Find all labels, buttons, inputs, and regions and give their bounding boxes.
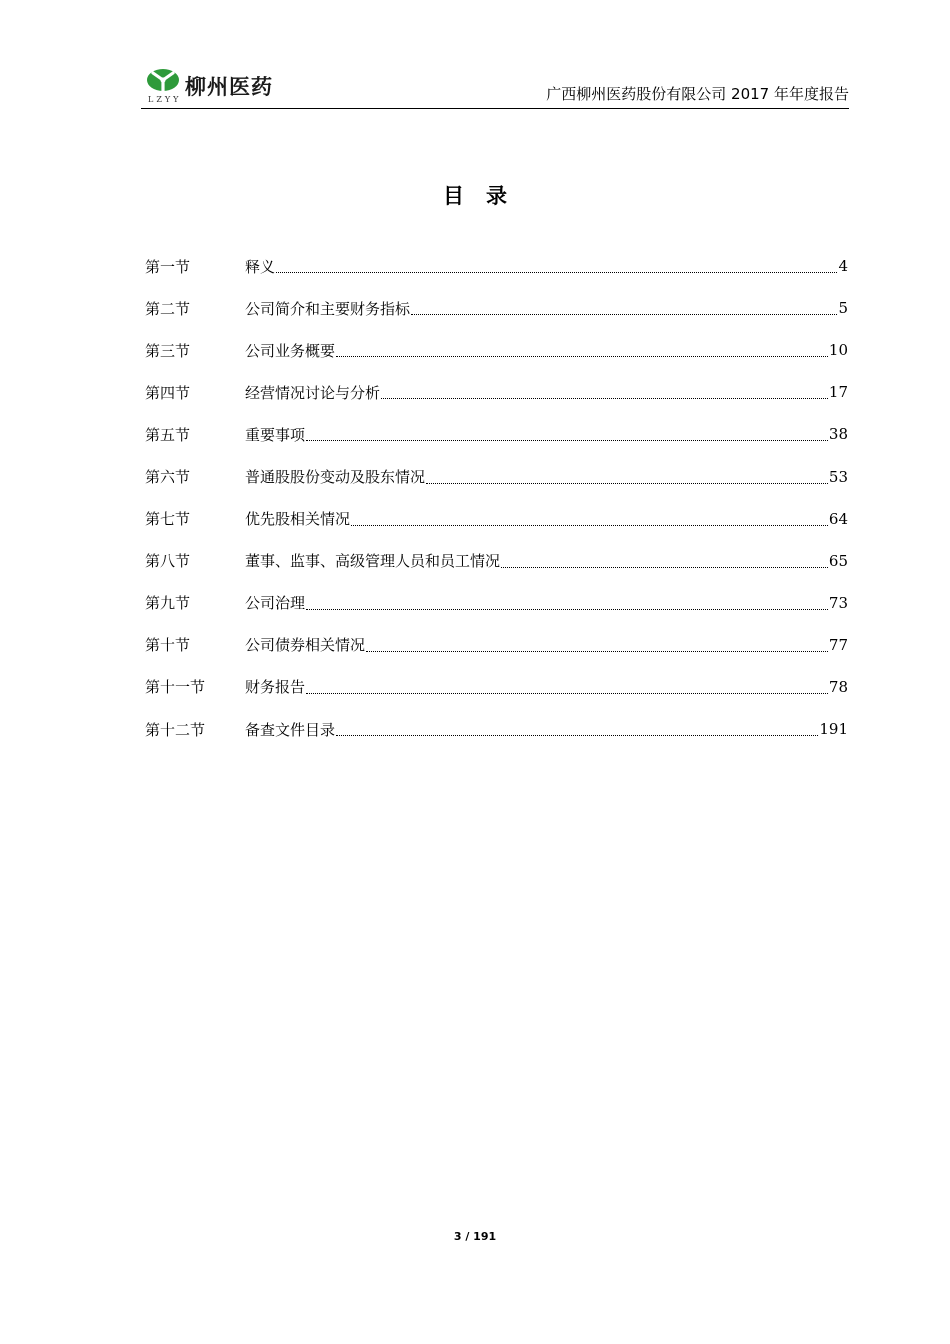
toc-entry[interactable] — [145, 413, 848, 455]
toc-entry-title: 公司业务概要 — [245, 341, 336, 360]
toc-entry[interactable] — [145, 666, 848, 708]
toc-section: 第六节 — [145, 468, 191, 487]
toc-entry[interactable] — [145, 371, 848, 413]
dot-leader — [381, 397, 828, 399]
toc-section: 第七节 — [145, 510, 191, 529]
toc-entry-title: 公司治理 — [245, 594, 306, 613]
logo-mark-icon — [145, 68, 181, 96]
toc-page-number: 64 — [828, 509, 848, 528]
toc-section: 第三节 — [145, 341, 191, 360]
toc-page-number: 53 — [828, 467, 848, 486]
toc-section: 第十二节 — [145, 720, 206, 739]
toc-entry[interactable] — [145, 540, 848, 582]
dot-leader — [351, 524, 828, 526]
dot-leader — [306, 692, 828, 694]
toc-title: 目录 — [443, 184, 529, 208]
report-title: 广西柳州医药股份有限公司 2017 年年度报告 — [546, 85, 849, 103]
dot-leader — [306, 608, 828, 610]
dot-leader — [366, 650, 828, 652]
dot-leader — [411, 313, 837, 315]
toc-section: 第四节 — [145, 383, 191, 402]
toc-page-number: 38 — [828, 425, 848, 444]
toc-entry[interactable] — [145, 582, 848, 624]
toc-section: 第五节 — [145, 425, 191, 444]
table-of-contents — [145, 245, 848, 750]
toc-page-number: 77 — [828, 635, 848, 654]
toc-entry-title: 公司债券相关情况 — [245, 636, 366, 655]
toc-entry-title: 董事、监事、高级管理人员和员工情况 — [245, 552, 501, 571]
toc-section: 第八节 — [145, 552, 191, 571]
toc-page-number: 78 — [828, 677, 848, 696]
dot-leader — [501, 566, 828, 568]
toc-page-number: 73 — [828, 593, 848, 612]
dot-leader — [276, 271, 837, 273]
dot-leader — [426, 482, 828, 484]
dot-leader — [336, 734, 818, 736]
toc-section: 第十一节 — [145, 678, 206, 697]
toc-entry-title: 优先股相关情况 — [245, 510, 351, 529]
toc-page-number: 4 — [838, 257, 848, 276]
toc-page-number: 5 — [838, 299, 848, 318]
toc-page-number: 191 — [819, 720, 848, 739]
logo-text: 柳州医药 — [185, 75, 273, 99]
page-number: 3 / 191 — [453, 1230, 497, 1243]
toc-entry-title: 公司简介和主要财务指标 — [245, 299, 411, 318]
toc-entry-title: 重要事项 — [245, 425, 306, 444]
toc-section: 第一节 — [145, 257, 191, 276]
toc-page-number: 10 — [828, 341, 848, 360]
toc-section: 第二节 — [145, 299, 191, 318]
dot-leader — [336, 355, 828, 357]
toc-entry[interactable] — [145, 287, 848, 329]
toc-entry-title: 经营情况讨论与分析 — [245, 383, 381, 402]
toc-section: 第九节 — [145, 594, 191, 613]
toc-entry[interactable] — [145, 329, 848, 371]
toc-entry-title: 备查文件目录 — [245, 720, 336, 739]
toc-entry[interactable] — [145, 498, 848, 540]
toc-entry[interactable] — [145, 245, 848, 287]
page-header — [141, 60, 849, 109]
dot-leader — [306, 439, 828, 441]
company-logo — [145, 68, 295, 108]
toc-entry-title: 财务报告 — [245, 678, 306, 697]
toc-entry[interactable] — [145, 624, 848, 666]
page-footer — [0, 1230, 950, 1243]
toc-entry-title: 普通股股份变动及股东情况 — [245, 468, 426, 487]
toc-entry[interactable] — [145, 455, 848, 497]
toc-page-number: 17 — [828, 383, 848, 402]
toc-section: 第十节 — [145, 636, 191, 655]
toc-page-number: 65 — [828, 551, 848, 570]
toc-entry-title: 释义 — [245, 257, 276, 276]
toc-entry[interactable] — [145, 708, 848, 750]
logo-subtext: LZYY — [148, 95, 182, 104]
